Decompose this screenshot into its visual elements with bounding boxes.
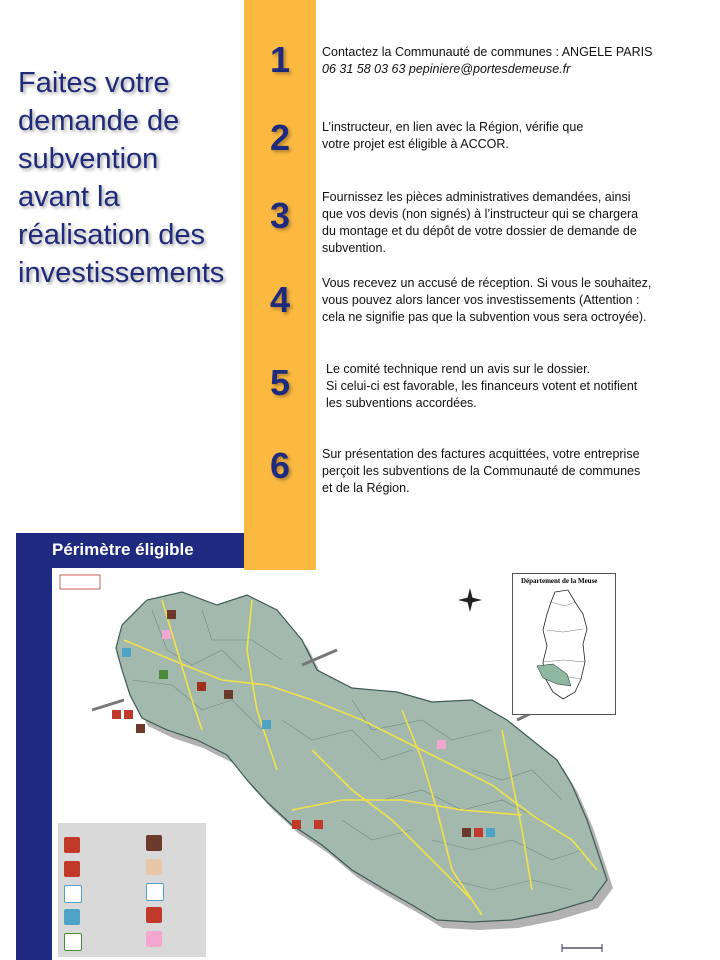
step-contact-line[interactable]: 06 31 58 03 63 pepiniere@portesdemeuse.fr [322, 62, 571, 76]
step-5-text [326, 361, 686, 412]
perimetre-side-bar [16, 568, 52, 960]
step-line: vous pouvez alors lancer vos investissements (Attention : [322, 293, 640, 307]
step-4-number: 4 [269, 279, 291, 320]
step-line: du montage et du dépôt de votre dossier de demande de [322, 224, 637, 238]
step-6-number: 6 [269, 445, 291, 486]
headline-line: Faites votre [18, 67, 170, 99]
step-2-number: 2 [269, 117, 291, 158]
perimetre-header [16, 533, 244, 568]
compass-icon [458, 588, 482, 612]
legend-icon [146, 907, 162, 923]
step-line: cela ne signifie pas que la subvention vous sera octroyée). [322, 310, 647, 324]
department-map [513, 574, 615, 714]
step-4-text [322, 275, 682, 326]
step-line: les subventions accordées. [326, 396, 477, 410]
headline-line: investissements [18, 257, 225, 289]
step-line: Le comité technique rend un avis sur le dossier. [326, 362, 591, 376]
step-5-number: 5 [269, 362, 291, 403]
step-line: L’instructeur, en lien avec la Région, vérifie que [322, 120, 584, 134]
step-line: Contactez la Communauté de communes : ANGELE PARIS [322, 45, 653, 59]
step-1-number: 1 [269, 39, 291, 80]
step-line: que vos devis (non signés) à l’instructeur qui se chargera [322, 207, 639, 221]
step-2-text [322, 119, 682, 153]
step-6-text [322, 446, 682, 497]
step-line: Vous recevez un accusé de réception. Si vous le souhaitez, [322, 276, 652, 290]
step-3-text [322, 189, 682, 257]
step-line: subvention. [322, 241, 386, 255]
legend-icon [64, 885, 82, 903]
step-line: Si celui-ci est favorable, les financeurs votent et notifient [326, 379, 638, 393]
legend-icon [64, 909, 80, 925]
perimetre-title: Périmètre éligible [52, 540, 194, 559]
logo-icon [60, 575, 100, 589]
legend-icon [146, 883, 164, 901]
headline-line: avant la [18, 181, 120, 213]
step-line: perçoit les subventions de la Communauté de communes [322, 464, 641, 478]
step-line: Fournissez les pièces administratives demandées, ainsi [322, 190, 631, 204]
step-line: et de la Région. [322, 481, 410, 495]
legend-icon [146, 859, 162, 875]
headline-line: subvention [18, 143, 159, 175]
department-inset-title: Département de la Meuse [521, 577, 598, 585]
legend-icon [64, 933, 82, 951]
legend-icon [64, 837, 80, 853]
step-line: votre projet est éligible à ACCOR. [322, 137, 509, 151]
legend-icon [146, 931, 162, 947]
department-inset [512, 573, 616, 715]
headline-line: réalisation des [18, 219, 205, 251]
step-line: Sur présentation des factures acquittées, votre entreprise [322, 447, 640, 461]
headline-line: demande de [18, 105, 180, 137]
legend-icon [64, 861, 80, 877]
map-legend [58, 823, 206, 957]
step-3-number: 3 [269, 195, 291, 236]
headline [18, 64, 243, 292]
scale-bar-icon [562, 944, 602, 952]
step-1-text [322, 44, 682, 78]
legend-icon [146, 835, 162, 851]
